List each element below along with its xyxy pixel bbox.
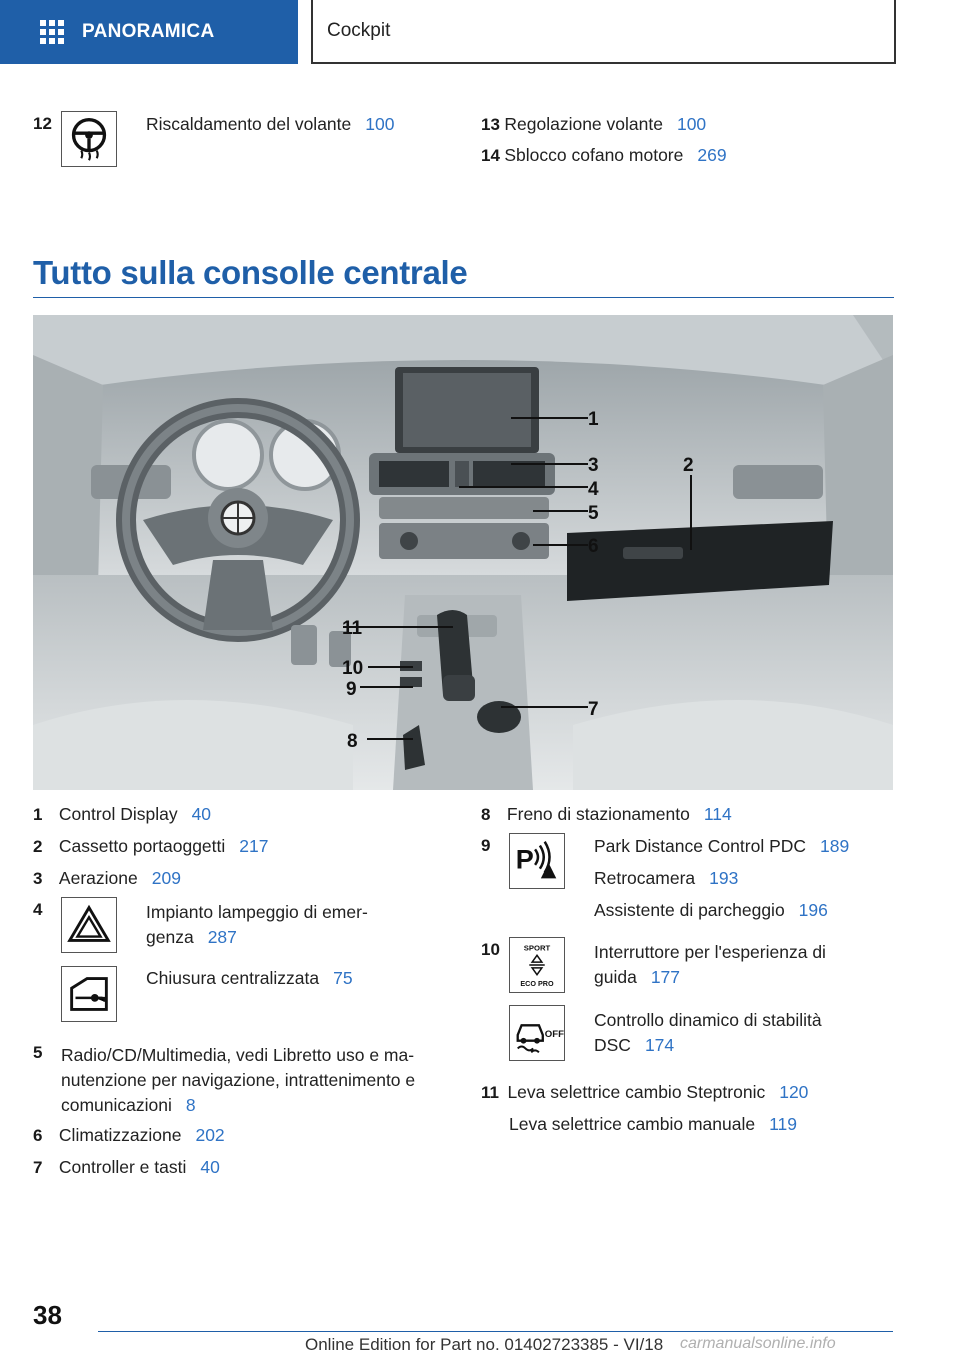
item-4-number: 4 [33,900,43,919]
item-8-label: Freno di stazionamento [506,804,690,824]
hazard-warning-icon [61,897,117,953]
item-13-number: 13 [481,115,500,134]
item-10b[interactable] [594,1008,822,1059]
item-13-label: Regolazione volante [504,114,663,134]
heated-steering-wheel-icon [61,111,117,167]
item-12-page-link[interactable]: 100 [365,114,395,134]
callout-8: 8 [347,731,358,752]
item-4b[interactable] [146,968,353,989]
item-4b-page-link[interactable]: 75 [333,968,353,988]
item-9c[interactable] [594,900,828,921]
callout-5: 5 [588,503,599,524]
item-14-number: 14 [481,146,500,165]
section-title: Tutto sulla consolle centrale [33,254,468,291]
tab-panoramica[interactable] [0,0,298,64]
tab-cockpit-label: Cockpit [327,20,391,41]
item-12-number: 12 [33,114,52,133]
item-11b[interactable] [509,1114,797,1135]
item-5-line2: nutenzione per navigazione, intrattenimento e [61,1070,416,1090]
item-6-label: Climatizzazione [58,1125,182,1145]
item-9b-page-link[interactable]: 193 [709,868,739,888]
item-6[interactable] [33,1125,225,1146]
callout-9: 9 [346,679,357,700]
item-14-label: Sblocco cofano motore [504,145,684,165]
item-10a[interactable] [594,940,826,991]
page-number: 38 [33,1300,62,1330]
footer-divider [98,1331,893,1332]
item-12-label: Riscaldamento del volante [146,114,352,134]
item-4a-label-line2: genza [146,927,194,947]
item-1-page-link[interactable]: 40 [191,804,212,824]
item-13-page-link[interactable]: 100 [676,114,707,134]
item-9c-page-link[interactable]: 196 [798,900,828,920]
item-4a-page-link[interactable]: 287 [207,927,237,947]
item-10b-label-line2: DSC [594,1035,631,1055]
dsc-off-icon [509,1005,565,1061]
item-8-page-link[interactable]: 114 [703,804,732,824]
item-9b-label: Retrocamera [594,868,696,888]
item-7-number: 7 [33,1158,43,1177]
item-9a[interactable] [594,836,849,857]
item-10a-label-line1: Interruttore per l'esperienza di [594,942,826,962]
item-1[interactable] [33,804,211,825]
sport-text: SPORT [523,943,551,953]
driving-experience-switch-icon [509,937,565,993]
item-3-label: Aerazione [58,868,138,888]
item-11b-label: Leva selettrice cambio manuale [509,1114,756,1134]
item-4b-label: Chiusura centralizzata [146,968,320,988]
watermark: carmanualsonline.info [680,1335,836,1352]
item-1-number: 1 [33,805,43,824]
item-8[interactable] [481,804,732,825]
callout-4: 4 [588,479,599,500]
item-8-number: 8 [481,805,491,824]
item-6-number: 6 [33,1126,43,1145]
central-locking-icon [61,966,117,1022]
item-2-page-link[interactable]: 217 [239,836,269,856]
item-7-page-link[interactable]: 40 [200,1157,220,1177]
item-10b-page-link[interactable]: 174 [644,1035,675,1055]
item-5-page-link[interactable]: 8 [185,1095,196,1115]
tab-cockpit[interactable] [311,0,896,64]
item-3-page-link[interactable]: 209 [151,868,181,888]
item-9b[interactable] [594,868,738,889]
eco-pro-text: ECO PRO [520,979,554,989]
item-12[interactable] [146,114,394,135]
item-9c-label: Assistente di parcheggio [594,900,785,920]
item-4a-label-line1: Impianto lampeggio di emer- [146,902,368,922]
item-5[interactable] [61,1043,415,1119]
item-3-number: 3 [33,869,43,888]
callout-7: 7 [588,699,599,720]
item-13[interactable] [481,114,706,135]
cockpit-drawing [33,315,893,790]
item-11b-page-link[interactable]: 119 [769,1114,798,1134]
grid-menu-icon [40,20,64,44]
svg-text:P: P [515,844,534,875]
callout-2: 2 [683,455,694,476]
center-console-illustration [33,315,893,790]
callout-1: 1 [588,409,599,430]
section-divider [33,297,894,298]
item-10a-page-link[interactable]: 177 [650,967,681,987]
item-2-number: 2 [33,837,43,856]
item-9a-page-link[interactable]: 189 [820,836,850,856]
item-10b-label-line1: Controllo dinamico di stabilità [594,1010,822,1030]
item-11a-page-link[interactable]: 120 [779,1082,809,1102]
item-5-line3: comunicazioni [61,1095,172,1115]
item-11a[interactable] [481,1082,808,1103]
item-14-page-link[interactable]: 269 [697,145,727,165]
item-10-number: 10 [481,940,500,959]
item-11a-label: Leva selettrice cambio Steptronic [507,1082,766,1102]
callout-6: 6 [588,536,599,557]
item-10a-label-line2: guida [594,967,637,987]
item-2-label: Cassetto portaoggetti [58,836,226,856]
item-7[interactable] [33,1157,220,1178]
callout-3: 3 [588,455,599,476]
item-3[interactable] [33,868,181,889]
item-14[interactable] [481,145,727,166]
item-7-label: Controller e tasti [58,1157,187,1177]
callout-11: 11 [342,618,363,639]
tab-panoramica-label: PANORAMICA [82,21,215,42]
item-11-number: 11 [481,1083,499,1102]
callout-10: 10 [342,658,364,679]
item-1-label: Control Display [58,804,178,824]
item-2[interactable] [33,836,268,857]
item-4a[interactable] [146,900,368,951]
item-5-line1: Radio/CD/Multimedia, vedi Libretto uso e ma- [61,1045,415,1065]
item-9-number: 9 [481,836,491,855]
off-text: OFF [544,1028,564,1040]
item-6-page-link[interactable]: 202 [195,1125,225,1145]
item-9a-label: Park Distance Control PDC [594,836,807,856]
footer-edition: Online Edition for Part no. 01402723385 - VI/18 [305,1335,664,1354]
park-distance-control-icon [509,833,565,889]
item-5-number: 5 [33,1043,43,1062]
